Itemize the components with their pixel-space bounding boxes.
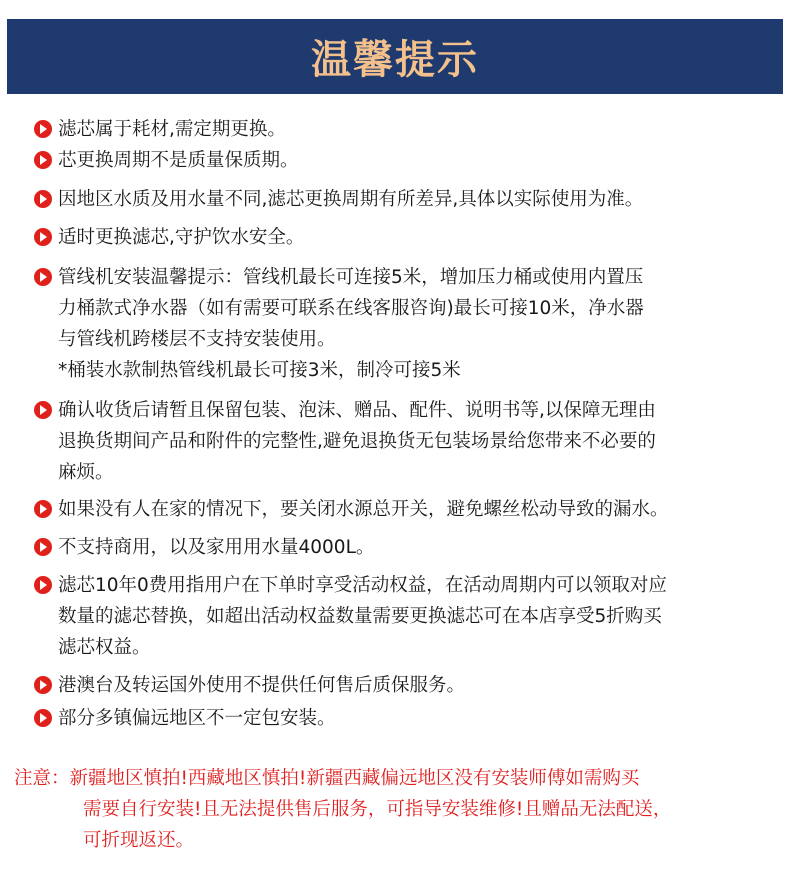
- notice-line: 可折现返还。: [83, 830, 195, 851]
- play-bullet-icon: [34, 500, 52, 518]
- play-bullet-icon: [34, 151, 52, 169]
- tip-line: 芯更换周期不是质量保质期。: [58, 150, 299, 171]
- play-bullet-icon: [34, 268, 52, 286]
- notice-text: [14, 763, 784, 856]
- tip-line: 滤芯属于耗材,需定期更换。: [58, 119, 286, 140]
- notice-line: 注意：新疆地区慎拍!西藏地区慎拍!新疆西藏偏远地区没有安装师傅如需购买: [14, 768, 640, 789]
- tip-line: 数量的滤芯替换，如超出活动权益数量需要更换滤芯可在本店享受5折购买: [58, 606, 662, 627]
- play-bullet-icon: [34, 401, 52, 419]
- list-item: [34, 670, 780, 701]
- tip-line: 如果没有人在家的情况下，要关闭水源总开关，避免螺丝松动导致的漏水。: [58, 499, 669, 520]
- tip-line: 滤芯权益。: [58, 637, 151, 658]
- list-item: [34, 184, 780, 215]
- tip-line: 滤芯10年0费用指用户在下单时享受活动权益，在活动周期内可以领取对应: [58, 575, 667, 596]
- tip-line: 适时更换滤芯,守护饮水安全。: [58, 227, 305, 248]
- tip-line: 港澳台及转运国外使用不提供任何售后质保服务。: [58, 675, 466, 696]
- play-bullet-icon: [34, 120, 52, 138]
- list-item: [34, 395, 780, 488]
- list-item: [34, 262, 780, 386]
- list-item: [34, 532, 780, 563]
- play-bullet-icon: [34, 709, 52, 727]
- tip-line: 力桶款式净水器（如有需要可联系在线客服咨询)最长可接10米，净水器: [58, 298, 644, 319]
- tip-line: 退换货期间产品和附件的完整性,避免退换货无包装场景给您带来不必要的: [58, 431, 656, 452]
- tip-line: *桶装水款制热管线机最长可接3米，制冷可接5米: [58, 360, 461, 381]
- list-item: [34, 222, 780, 253]
- notice-line: 需要自行安装!且无法提供售后服务，可指导安装维修!且赠品无法配送，: [83, 799, 672, 820]
- play-bullet-icon: [34, 228, 52, 246]
- list-item: [34, 145, 780, 176]
- play-bullet-icon: [34, 538, 52, 556]
- play-bullet-icon: [34, 190, 52, 208]
- list-item: [34, 570, 780, 663]
- play-bullet-icon: [34, 676, 52, 694]
- tip-line: 与管线机跨楼层不支持安装使用。: [58, 329, 336, 350]
- tip-line: 部分多镇偏远地区不一定包安装。: [58, 708, 336, 729]
- list-item: [34, 114, 780, 145]
- tip-line: 因地区水质及用水量不同,滤芯更换周期有所差异,具体以实际使用为准。: [58, 189, 644, 210]
- tip-line: 麻烦。: [58, 462, 114, 483]
- page-title: 温馨提示: [311, 37, 479, 83]
- play-bullet-icon: [34, 576, 52, 594]
- tip-line: 不支持商用，以及家用用水量4000L。: [58, 537, 375, 558]
- list-item: [34, 703, 780, 734]
- tip-line: 确认收货后请暂且保留包装、泡沫、赠品、配件、说明书等,以保障无理由: [58, 400, 656, 421]
- tip-line: 管线机安装温馨提示：管线机最长可连接5米，增加压力桶或使用内置压: [58, 267, 644, 288]
- header-banner: [7, 19, 783, 94]
- list-item: [34, 494, 780, 525]
